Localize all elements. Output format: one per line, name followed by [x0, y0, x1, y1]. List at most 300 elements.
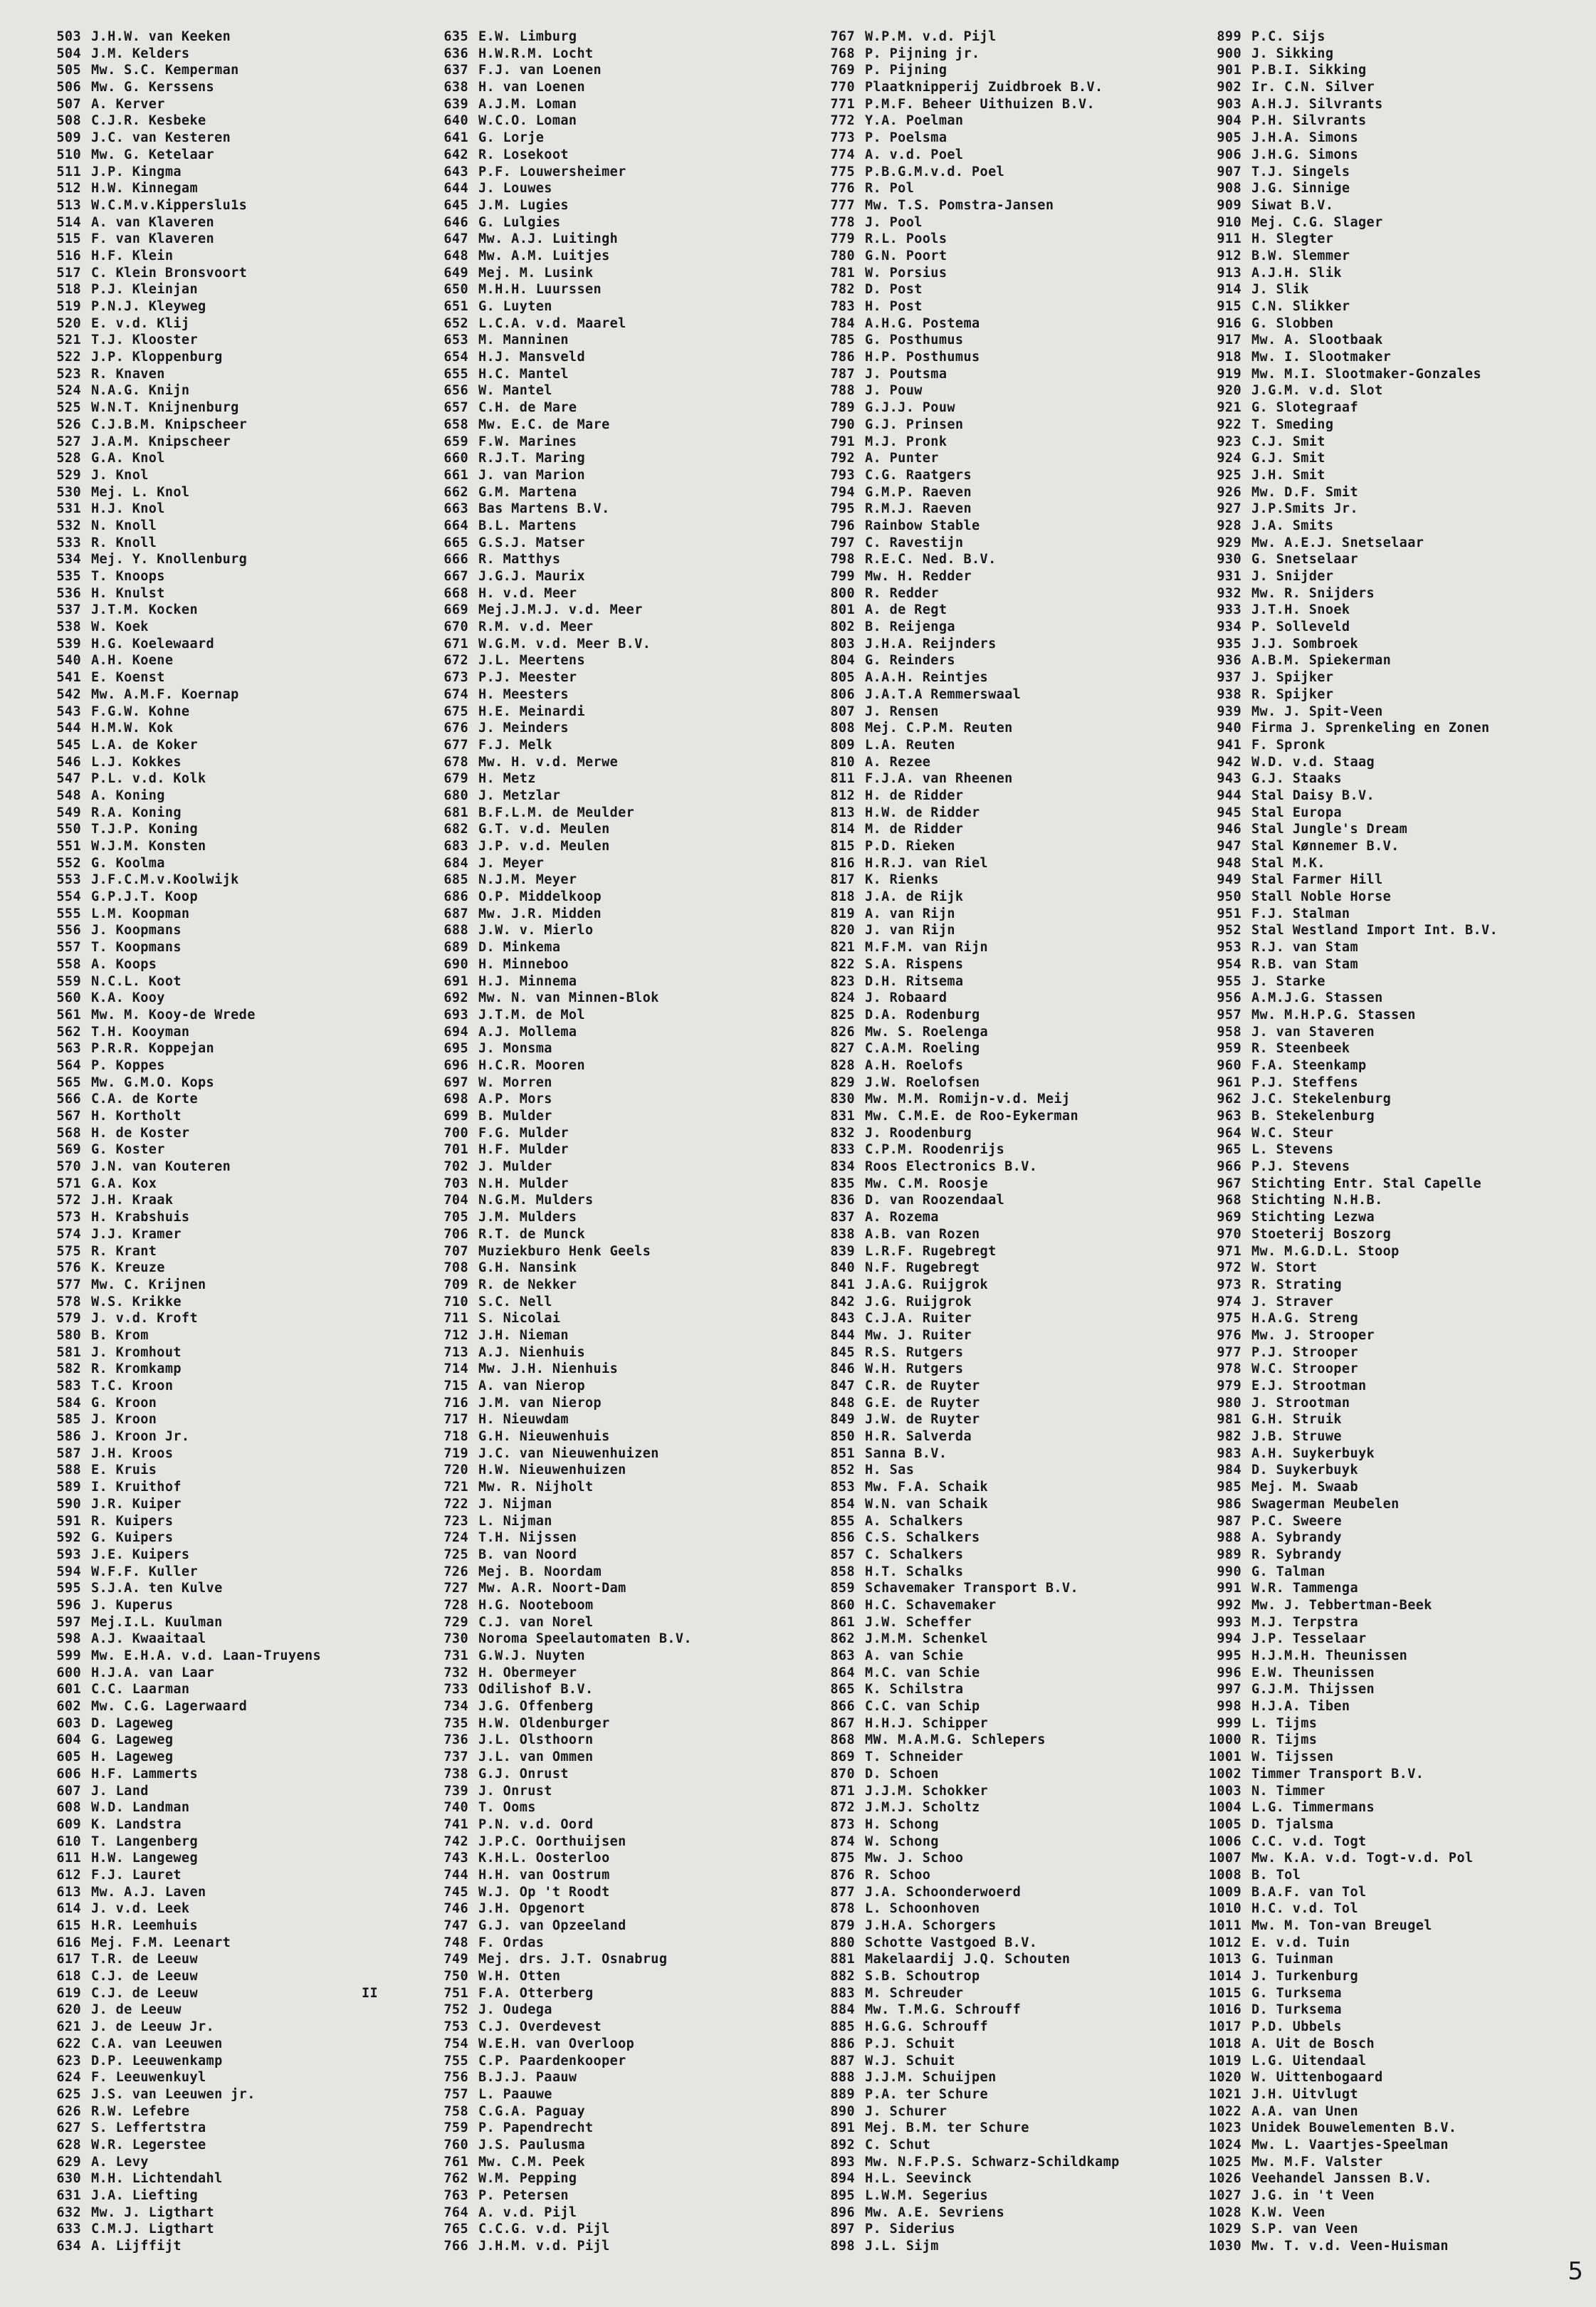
list-item — [27, 1209, 415, 1226]
list-item — [1187, 1395, 1575, 1412]
entry-name: C.P. Paardenkooper — [478, 2053, 626, 2068]
entry-number: 554 — [56, 889, 81, 905]
entry-name: P.J. Schuit — [865, 2036, 955, 2051]
entry-number: 831 — [830, 1109, 855, 1124]
entry-name: C.J. de Leeuw — [91, 1985, 198, 2001]
entry-number: 918 — [1217, 350, 1241, 365]
entry-number: 671 — [443, 636, 468, 652]
list-item — [27, 1125, 415, 1142]
entry-number: 911 — [1217, 231, 1241, 247]
list-item — [801, 1900, 1189, 1918]
entry-name: C.A. van Leeuwen — [91, 2036, 223, 2051]
entry-name: J.J. Sombroek — [1251, 636, 1358, 652]
entry-number: 524 — [56, 383, 81, 399]
list-item — [27, 147, 415, 164]
entry-name: R. Matthys — [478, 552, 561, 567]
entry-number: 829 — [830, 1074, 855, 1090]
list-item — [414, 1547, 802, 1564]
entry-number: 1018 — [1208, 2036, 1241, 2051]
entry-name: H. Post — [865, 299, 923, 314]
list-item — [414, 1361, 802, 1378]
entry-name: T. Ooms — [478, 1800, 536, 1816]
list-item — [414, 62, 802, 79]
entry-number: 991 — [1217, 1581, 1241, 1596]
entry-number: 812 — [830, 788, 855, 803]
entry-name: F.A. Otterberg — [478, 1985, 594, 2001]
list-item — [414, 1968, 802, 1985]
entry-number: 871 — [830, 1783, 855, 1799]
entry-number: 739 — [443, 1783, 468, 1799]
list-column-2 — [414, 28, 802, 2255]
entry-number: 569 — [56, 1142, 81, 1158]
list-item — [27, 315, 415, 333]
entry-number: 1025 — [1208, 2154, 1241, 2170]
entry-name: P.D. Ubbels — [1251, 2019, 1342, 2035]
entry-name: J.H. Uitvlugt — [1251, 2086, 1358, 2102]
list-item — [414, 1378, 802, 1395]
entry-number: 887 — [830, 2053, 855, 2068]
list-item — [27, 79, 415, 96]
list-item — [414, 1209, 802, 1226]
entry-number: 679 — [443, 771, 468, 787]
entry-number: 551 — [56, 839, 81, 854]
entry-name: E.J. Strootman — [1251, 1379, 1367, 1393]
entry-number: 932 — [1217, 585, 1241, 601]
list-item — [801, 1918, 1189, 1935]
entry-name: J. Louwes — [478, 181, 552, 197]
list-item — [414, 990, 802, 1007]
entry-name: R. Kuipers — [91, 1513, 174, 1529]
entry-number: 805 — [830, 670, 855, 686]
entry-number: 563 — [56, 1041, 81, 1057]
entry-number: 721 — [443, 1480, 468, 1495]
entry-number: 565 — [56, 1074, 81, 1090]
list-item — [1187, 1091, 1575, 1108]
entry-name: Mw. G. Kerssens — [91, 80, 215, 95]
entry-name: Mw. M. Kooy-de Wrede — [91, 1007, 256, 1022]
entry-number: 680 — [443, 788, 468, 803]
list-item — [27, 1361, 415, 1378]
list-item — [801, 2086, 1189, 2103]
entry-number: 786 — [830, 350, 855, 365]
entry-name: J.T.M. Kocken — [91, 602, 198, 618]
entry-name: T. Schneider — [865, 1749, 964, 1765]
list-item — [27, 2154, 415, 2171]
list-item — [1187, 2137, 1575, 2154]
entry-name: J. van Marion — [478, 467, 585, 483]
list-item — [1187, 855, 1575, 872]
entry-number: 602 — [56, 1699, 81, 1715]
entry-name: J.H.A. Schorgers — [865, 1918, 997, 1933]
list-item — [801, 1698, 1189, 1715]
entry-number: 673 — [443, 670, 468, 686]
entry-number: 615 — [56, 1918, 81, 1933]
list-item — [801, 518, 1189, 535]
entry-name: C. Klein Bronsvoort — [91, 265, 248, 281]
entry-number: 536 — [56, 585, 81, 601]
entry-number: 729 — [443, 1614, 468, 1630]
list-item — [27, 1900, 415, 1918]
entry-name: C. Ravestijn — [865, 535, 964, 550]
entry-number: 965 — [1217, 1142, 1241, 1158]
entry-number: 893 — [830, 2154, 855, 2170]
list-item — [1187, 1597, 1575, 1614]
entry-name: G. Luyten — [478, 299, 552, 314]
entry-number: 596 — [56, 1597, 81, 1613]
entry-number: 790 — [830, 417, 855, 432]
entry-number: 1015 — [1208, 1985, 1241, 2001]
list-item — [801, 467, 1189, 484]
entry-number: 972 — [1217, 1260, 1241, 1276]
list-item — [801, 602, 1189, 619]
list-item — [27, 366, 415, 383]
list-item — [27, 1631, 415, 1648]
list-item — [414, 770, 802, 788]
entry-number: 622 — [56, 2036, 81, 2051]
list-item — [801, 2154, 1189, 2171]
entry-number: 633 — [56, 2222, 81, 2237]
entry-name: W.J. Op 't Roodt — [478, 1884, 610, 1900]
entry-name: J. Monsma — [478, 1041, 552, 1057]
list-item — [27, 1597, 415, 1614]
list-item — [414, 703, 802, 721]
entry-name: N. Timmer — [1251, 1783, 1325, 1799]
entry-name: Bas Martens B.V. — [478, 501, 610, 517]
entry-name: H.C. Schavemaker — [865, 1597, 997, 1613]
entry-number: 935 — [1217, 636, 1241, 652]
list-item — [414, 298, 802, 315]
entry-name: P.C. Sweere — [1251, 1513, 1342, 1529]
list-item — [1187, 1529, 1575, 1547]
entry-name: H.R. Leemhuis — [91, 1918, 198, 1933]
entry-number: 820 — [830, 923, 855, 938]
entry-name: Mej. M. Lusink — [478, 265, 594, 281]
entry-name: D. Schoen — [865, 1766, 939, 1782]
entry-name: J. Meinders — [478, 721, 569, 736]
entry-name: J.B. Struwe — [1251, 1429, 1342, 1445]
entry-name: W.N. van Schaik — [865, 1496, 989, 1512]
entry-number: 953 — [1217, 940, 1241, 956]
entry-number: 940 — [1217, 721, 1241, 736]
list-item — [1187, 366, 1575, 383]
list-item — [414, 788, 802, 805]
entry-number: 819 — [830, 906, 855, 921]
entry-number: 522 — [56, 350, 81, 365]
entry-number: 1029 — [1208, 2222, 1241, 2237]
entry-name: Mw. J.H. Nienhuis — [478, 1361, 619, 1377]
entry-number: 827 — [830, 1041, 855, 1057]
list-item — [414, 1715, 802, 1732]
entry-number: 604 — [56, 1732, 81, 1748]
entry-name: J.S. van Leeuwen jr. — [91, 2086, 256, 2102]
entry-number: 785 — [830, 333, 855, 348]
list-item — [27, 450, 415, 467]
list-item — [414, 568, 802, 585]
entry-number: 643 — [443, 164, 468, 179]
list-item — [801, 1631, 1189, 1648]
entry-number: 867 — [830, 1715, 855, 1731]
list-item — [27, 602, 415, 619]
entry-name: J. Snijder — [1251, 569, 1334, 584]
entry-number: 580 — [56, 1327, 81, 1343]
entry-number: 762 — [443, 2171, 468, 2187]
list-item — [414, 1884, 802, 1901]
entry-number: 612 — [56, 1867, 81, 1883]
entry-number: 634 — [56, 2239, 81, 2254]
list-item — [801, 1327, 1189, 1344]
entry-number: 761 — [443, 2154, 468, 2170]
entry-name: J.E. Kuipers — [91, 1547, 190, 1562]
list-item — [414, 1681, 802, 1698]
entry-name: Y.A. Poelman — [865, 113, 964, 129]
entry-number: 506 — [56, 80, 81, 95]
entry-name: Stoeterij Boszorg — [1251, 1226, 1392, 1242]
entry-number: 896 — [830, 2204, 855, 2220]
entry-number: 700 — [443, 1125, 468, 1141]
list-item — [1187, 1850, 1575, 1867]
entry-name: R.M.J. Raeven — [865, 501, 972, 517]
entry-name: M.C. van Schie — [865, 1665, 980, 1680]
entry-number: 686 — [443, 889, 468, 905]
entry-number: 710 — [443, 1294, 468, 1309]
entry-number: 770 — [830, 80, 855, 95]
entry-number: 508 — [56, 113, 81, 129]
list-item — [27, 46, 415, 63]
list-item — [1187, 585, 1575, 602]
entry-number: 938 — [1217, 686, 1241, 702]
entry-name: C.J. Overdevest — [478, 2019, 602, 2035]
entry-name: P.L. v.d. Kolk — [91, 771, 206, 787]
entry-number: 698 — [443, 1092, 468, 1107]
list-item — [801, 1935, 1189, 1952]
entry-name: W. Morren — [478, 1074, 552, 1090]
entry-name: A. Koning — [91, 788, 165, 803]
entry-number: 537 — [56, 602, 81, 618]
list-item — [801, 349, 1189, 366]
entry-name: J.L. van Ommen — [478, 1749, 594, 1765]
list-item — [1187, 754, 1575, 771]
entry-name: P. Pijning jr. — [865, 46, 980, 61]
entry-number: 670 — [443, 619, 468, 635]
entry-number: 517 — [56, 265, 81, 281]
entry-name: P.M.F. Beheer Uithuizen B.V. — [865, 96, 1096, 112]
entry-name: Mw. C.M. Roosje — [865, 1176, 989, 1191]
entry-name: D. van Roozendaal — [865, 1193, 1005, 1208]
entry-name: J. Pouw — [865, 383, 923, 399]
list-item — [27, 1260, 415, 1277]
entry-number: 802 — [830, 619, 855, 635]
list-item — [1187, 1918, 1575, 1935]
entry-name: T. Smeding — [1251, 417, 1334, 432]
list-item — [1187, 990, 1575, 1007]
list-item — [1187, 1580, 1575, 1597]
entry-name: G. Turksema — [1251, 1985, 1342, 2001]
list-item — [27, 2187, 415, 2204]
entry-name: Mej. C.G. Slager — [1251, 214, 1383, 230]
list-item — [27, 1445, 415, 1463]
entry-name: Mw. A.R. Noort-Dam — [478, 1581, 626, 1596]
entry-name: L.G. Uitendaal — [1251, 2053, 1367, 2068]
entry-number: 694 — [443, 1024, 468, 1040]
entry-name: K. Rienks — [865, 872, 939, 888]
entry-number: 763 — [443, 2188, 468, 2203]
list-item — [27, 1816, 415, 1833]
list-item — [414, 1783, 802, 1800]
entry-number: 849 — [830, 1412, 855, 1428]
entry-name: H.P. Posthumus — [865, 350, 980, 365]
entry-number: 858 — [830, 1564, 855, 1579]
entry-name: Mej.J.M.J. v.d. Meer — [478, 602, 643, 618]
entry-number: 898 — [830, 2239, 855, 2254]
entry-number: 726 — [443, 1564, 468, 1579]
list-item — [1187, 450, 1575, 467]
entry-number: 873 — [830, 1816, 855, 1832]
entry-name: Mw. C. Krijnen — [91, 1277, 206, 1292]
list-item — [414, 1243, 802, 1260]
entry-number: 674 — [443, 686, 468, 702]
entry-name: Mw. M.F. Valster — [1251, 2154, 1383, 2170]
entry-name: G.H. Nieuwenhuis — [478, 1429, 610, 1445]
entry-number: 718 — [443, 1429, 468, 1445]
entry-name: M.J. Terpstra — [1251, 1614, 1358, 1630]
entry-number: 892 — [830, 2137, 855, 2152]
list-item — [1187, 1479, 1575, 1496]
entry-number: 507 — [56, 96, 81, 112]
list-item — [1187, 1935, 1575, 1952]
entry-name: W.N.T. Knijnenburg — [91, 400, 239, 416]
entry-name: J. Nijman — [478, 1496, 552, 1512]
entry-name: Mw. J. Spit-Veen — [1251, 703, 1383, 719]
entry-name: Mw. C.M.E. de Roo-Eykerman — [865, 1109, 1078, 1124]
entry-name: A.J.H. Slik — [1251, 265, 1342, 281]
entry-number: 610 — [56, 1833, 81, 1849]
list-item — [27, 1918, 415, 1935]
entry-name: G.M.P. Raeven — [865, 484, 972, 500]
entry-number: 654 — [443, 350, 468, 365]
entry-number: 794 — [830, 484, 855, 500]
list-item — [801, 1783, 1189, 1800]
list-item — [1187, 1125, 1575, 1142]
entry-number: 927 — [1217, 501, 1241, 517]
list-item — [1187, 1243, 1575, 1260]
entry-name: W.G.M. v.d. Meer B.V. — [478, 636, 651, 652]
entry-name: H. Krabshuis — [91, 1210, 190, 1225]
entry-name: H.C. Mantel — [478, 366, 569, 382]
entry-number: 562 — [56, 1024, 81, 1040]
entry-name: G.S.J. Matser — [478, 535, 585, 550]
list-item — [414, 906, 802, 923]
entry-number: 592 — [56, 1530, 81, 1546]
entry-name: J.L. Meertens — [478, 653, 585, 669]
list-item — [801, 990, 1189, 1007]
list-item — [414, 382, 802, 399]
entry-name: L. Stevens — [1251, 1142, 1334, 1158]
entry-number: 600 — [56, 1665, 81, 1680]
list-item — [414, 2187, 802, 2204]
list-item — [801, 1141, 1189, 1158]
list-item — [1187, 1766, 1575, 1783]
entry-number: 665 — [443, 535, 468, 550]
list-item — [1187, 315, 1575, 333]
entry-name: H. Metz — [478, 771, 536, 787]
entry-name: J. van Rijn — [865, 923, 955, 938]
list-item — [801, 2170, 1189, 2187]
entry-number: 715 — [443, 1379, 468, 1393]
entry-name: Mej. B.M. ter Schure — [865, 2120, 1029, 2136]
list-item — [801, 382, 1189, 399]
entry-name: W.J. Schuit — [865, 2053, 955, 2068]
list-item — [1187, 96, 1575, 113]
entry-name: Mw. A.M. Luitjes — [478, 248, 610, 263]
entry-number: 713 — [443, 1344, 468, 1360]
entry-number: 644 — [443, 181, 468, 197]
entry-number: 1022 — [1208, 2103, 1241, 2119]
entry-name: R.A. Koning — [91, 805, 182, 820]
entry-name: Muziekburo Henk Geels — [478, 1243, 651, 1259]
entry-name: A.A. van Unen — [1251, 2103, 1358, 2119]
entry-name: N.J.M. Meyer — [478, 872, 577, 888]
entry-number: 793 — [830, 467, 855, 483]
list-item — [801, 1529, 1189, 1547]
entry-name: L.A. Reuten — [865, 737, 955, 753]
entry-number: 957 — [1217, 1007, 1241, 1022]
entry-name: G. Kroon — [91, 1395, 157, 1411]
list-item — [414, 1833, 802, 1851]
entry-number: 976 — [1217, 1327, 1241, 1343]
entry-number: 787 — [830, 366, 855, 382]
entry-number: 681 — [443, 805, 468, 820]
entry-name: H. Slegter — [1251, 231, 1334, 247]
list-item — [1187, 872, 1575, 889]
entry-number: 635 — [443, 29, 468, 44]
list-item — [801, 147, 1189, 164]
entry-number: 510 — [56, 147, 81, 162]
entry-number: 950 — [1217, 889, 1241, 905]
entry-name: R. Kromkamp — [91, 1361, 182, 1377]
entry-number: 621 — [56, 2019, 81, 2035]
list-item — [801, 770, 1189, 788]
list-item — [27, 298, 415, 315]
entry-name: Stal Farmer Hill — [1251, 872, 1383, 888]
list-item — [414, 46, 802, 63]
list-item — [414, 1951, 802, 1968]
entry-number: 676 — [443, 721, 468, 736]
list-item — [801, 2204, 1189, 2222]
entry-name: G.H. Nansink — [478, 1260, 577, 1276]
list-item — [27, 1024, 415, 1041]
list-item — [1187, 214, 1575, 231]
entry-name: R.W. Lefebre — [91, 2103, 190, 2119]
entry-number: 864 — [830, 1665, 855, 1680]
list-item — [1187, 956, 1575, 973]
list-item — [801, 1378, 1189, 1395]
entry-number: 914 — [1217, 282, 1241, 298]
entry-number: 824 — [830, 990, 855, 1006]
entry-name: C.J. van Norel — [478, 1614, 594, 1630]
entry-number: 769 — [830, 63, 855, 78]
entry-number: 509 — [56, 130, 81, 146]
entry-name: J.A.G. Ruijgrok — [865, 1277, 989, 1292]
list-item — [801, 939, 1189, 956]
entry-number: 834 — [830, 1159, 855, 1175]
entry-name: W.D. v.d. Staag — [1251, 754, 1375, 770]
entry-name: J. Starke — [1251, 973, 1325, 989]
list-item — [27, 568, 415, 585]
list-item — [414, 2053, 802, 2070]
list-item — [27, 956, 415, 973]
list-item — [1187, 821, 1575, 838]
list-item — [414, 838, 802, 855]
